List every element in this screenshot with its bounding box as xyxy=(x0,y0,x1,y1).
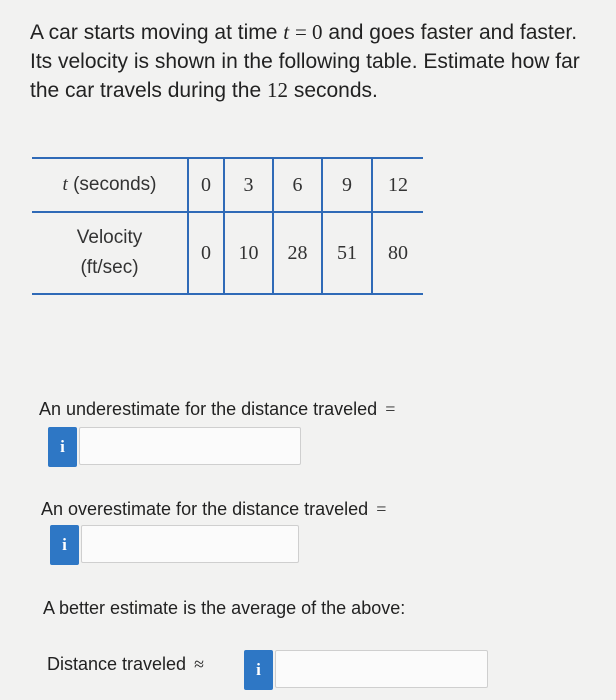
distance-label: Distance traveled xyxy=(47,654,187,674)
distance-prompt xyxy=(47,654,204,675)
overestimate-prompt xyxy=(41,499,386,520)
velocity-cell: 51 xyxy=(322,212,372,294)
time-cell: 12 xyxy=(372,158,423,212)
equals-sign: = xyxy=(385,399,396,419)
underestimate-label: An underestimate for the distance traveled xyxy=(39,399,378,419)
velocity-cell: 0 xyxy=(188,212,224,294)
time-variable: t xyxy=(283,20,290,44)
overestimate-label: An overestimate for the distance traveled xyxy=(41,499,369,519)
distance-input[interactable] xyxy=(275,650,488,688)
better-estimate-text: A better estimate is the average of the above: xyxy=(43,598,406,618)
distance-answer xyxy=(244,650,488,690)
equals-sign: = xyxy=(376,499,387,519)
question-text-part2: and goes faster and faster. Its velocity is shown in the following table. Estimate how far the car travels during the xyxy=(30,21,580,102)
velocity-header-unit: (ft/sec) xyxy=(80,257,139,278)
time-header xyxy=(32,158,188,212)
question-text-part1: A car starts moving at time xyxy=(30,21,278,44)
underestimate-answer xyxy=(48,427,301,467)
velocity-table xyxy=(32,157,423,295)
info-icon[interactable]: i xyxy=(50,525,79,565)
velocity-header xyxy=(32,212,188,294)
velocity-row xyxy=(32,212,423,294)
time-cell: 3 xyxy=(224,158,273,212)
velocity-cell: 80 xyxy=(372,212,423,294)
velocity-header-label: Velocity xyxy=(76,227,143,248)
overestimate-input[interactable] xyxy=(81,525,299,563)
question-text-part3: seconds. xyxy=(293,79,378,102)
velocity-cell: 10 xyxy=(224,212,273,294)
info-icon[interactable]: i xyxy=(244,650,273,690)
duration-number: 12 xyxy=(266,78,288,102)
info-icon[interactable]: i xyxy=(48,427,77,467)
time-row xyxy=(32,158,423,212)
time-cell: 0 xyxy=(188,158,224,212)
underestimate-prompt xyxy=(39,399,395,420)
question-text xyxy=(30,18,600,105)
time-cell: 9 xyxy=(322,158,372,212)
time-header-unit: (seconds) xyxy=(73,174,157,195)
time-header-var: t xyxy=(62,174,68,195)
time-cell: 6 xyxy=(273,158,322,212)
underestimate-input[interactable] xyxy=(79,427,301,465)
time-equals-zero: = 0 xyxy=(294,20,323,44)
approx-sign: ≈ xyxy=(194,654,204,674)
velocity-cell: 28 xyxy=(273,212,322,294)
overestimate-answer xyxy=(50,525,299,565)
